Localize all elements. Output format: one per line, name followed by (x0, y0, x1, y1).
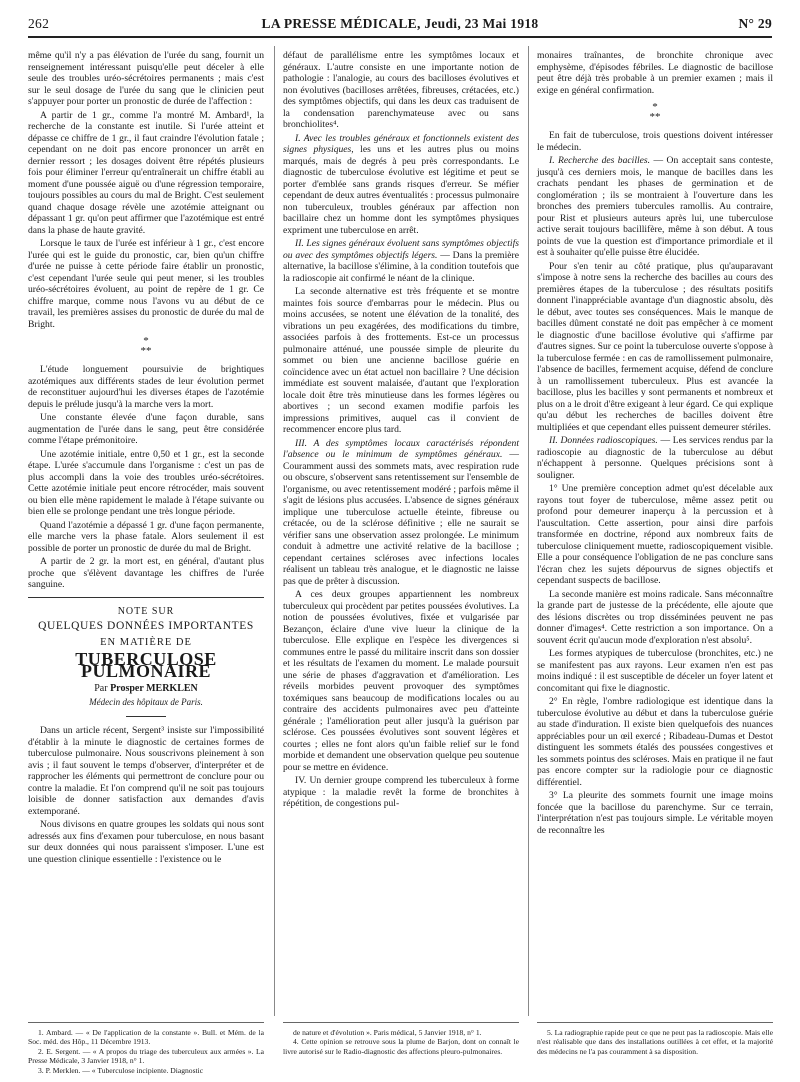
footnotes-col-3 (537, 1028, 773, 1056)
paragraph: monaires traînantes, de bronchite chronique avec emphysème, d'épisodes fébriles. Le diagnostic de bacillose peut être déjà très probable à un premier examen ; mais il exige en général confirmation. (537, 50, 773, 96)
paragraph: A partir de 2 gr. la mort est, en général, d'autant plus proche que s'élèvent davantage les chiffres de l'urée sanguine. (28, 556, 264, 590)
column-divider (528, 46, 529, 1016)
footnote: 3. P. Merklen. — « Tuberculose incipiente. Diagnostic (38, 1065, 204, 1075)
paragraph: A partir de 1 gr., comme l'a montré M. Ambard¹, la recherche de la constante est inutile. Si l'urée atteint et dépasse ce chiffre de 1 gr., il faut craindre l'évolution fatale ; cependant on ne doit pas encore prononcer un arrêt en dernier ressort ; les dosages doivent être répétés plusieurs fois pour éliminer l'erreur qu'entraînerait un chiffre établi au moment d'une poussée aiguë ou d'une régression temporaire, toujours possibles au cours du mal de Bright. C'est seulement quand chaque dosage révèle une azotémie atteignant ou dépassant 1 gr. qu'on peut affirmer que l'azotémique est entré dans la phase de haute gravité. (28, 109, 264, 236)
paragraph: Dans un article récent, Sergent³ insiste sur l'impossibilité d'établir à la minute le diagnostic de certaines formes de tuberculose pulmonaire. Nous souscrivons pleinement à son avis ; il faut souvent le temps d'observer, d'interpréter et de rapprocher les éléments qui permettront de conclure pour ou contre la maladie. Et l'on comprend qu'il ne soit pas toujours loisible de donner satisfaction aux demandes d'avis extemporané. (28, 725, 264, 817)
page-number: 262 (28, 16, 50, 31)
byline: Par Prosper MERKLEN (94, 683, 198, 694)
footnote-rule (28, 1022, 264, 1023)
paragraph: Nous divisons en quatre groupes les soldats qui nous sont adressés aux fins d'examen pour tuberculose, en nous basant sur deux données qui nous paraissent s'imposer. L'une est une question clinique essentielle : l'existence ou le (28, 819, 264, 865)
footnote-rule (283, 1022, 519, 1023)
footnote: 5. La radiographie rapide peut ce que ne peut pas la radioscopie. Mais elle n'est réalisable que dans des installations outillées à cet effet, et la majorité des médecins ne l'a pas couramment à sa disposition. (537, 1028, 773, 1056)
footnotes-col-1 (28, 1028, 264, 1075)
column-1 (28, 50, 264, 867)
paragraph: L'étude longuement poursuivie de brightiques azotémiques aux différents stades de leur évolution permet de reconstituer aujourd'hui les diverses étapes de l'azotémie depuis le prélude jusqu'à la marche vers la mort. (28, 364, 264, 410)
column-3 (537, 50, 773, 838)
paragraph: 1° Une première conception admet qu'est décelable aux rayons tout foyer de tuberculose, même assez petit ou profond pour demeurer inaperçu à la percussion et à l'auscultation. Cette assertion, pour ainsi dire parfois transformée en doctrine, répond aux nombreux faits de tuberculose cliniquement muette, radioscopiquement visible. Elle a pour conséquence l'obligation de ne pas conclure sans l'écran chez les sujets dépourvus de signes objectifs et cependant suspects de bacillose. (537, 483, 773, 586)
author-name: Prosper MERKLEN (110, 683, 198, 694)
paragraph: IV. Un dernier groupe comprend les tuberculeux à forme atypique : la maladie revêt la forme de bronchites à répétition, de congestions pul- (283, 775, 519, 809)
journal-title: LA PRESSE MÉDICALE, Jeudi, 23 Mai 1918 (261, 16, 539, 31)
paragraph: La seconde manière est moins radicale. Sans méconnaître la grande part de justesse de la précédente, elle ajoute que des lésions discrètes ou trop disséminées peuvent ne pas donner d'images⁴. Cette restriction a son importance. On a souvent écrit qu'aucun mode d'exploration n'est absolu⁵. (537, 588, 773, 646)
author-affiliation: Médecin des hôpitaux de Paris. (89, 696, 203, 707)
article-kicker: NOTE SUR (117, 605, 175, 617)
paragraph: A ces deux groupes appartiennent les nombreux tuberculeux qui procèdent par petites poussées évolutives. La notion de poussées évolutives, fixée et vulgarisée par Bezançon, éclaire d'une vive lueur la clinique de la tuberculose. Elle explique en l'espèce les divergences si communes entre le passé du militaire inscrit dans son dossier et les résultats de l'examen du moment. Le malade poursuit une série de phases d'aggravation et d'amélioration. Les réveils morbides peuvent provoquer des symptômes toxémiques sans beaucoup de modifications locales ou au contraire des accidents pulmonaires avec peu d'atteinte générale ; l'amélioration peut aller jusqu'à la guérison par sclérose. Ces poussées évolutives sont souvent légères et courtes ; elles ne font alors qu'un faible relief sur le fond morbide et demandent une observation quelque peu soutenue pour se mettre en évidence. (283, 589, 519, 773)
footnote: 2. E. Sergent. — « A propos du triage des tuberculeux aux armées ». La Presse Médicale, 3 Janvier 1918, n° 1. (28, 1046, 264, 1066)
section-separator: * ** (140, 335, 152, 357)
paragraph: Lorsque le taux de l'urée est inférieur à 1 gr., c'est encore l'urée qui est le guide du pronostic, car, bien qu'un chiffre d'urée ne puisse à cette période faire établir un pronostic, c'est cependant l'urée seule qui peut mener, si les troubles uréo-sécrétoires évoluent, au point de repère de 1 gr. Ce chiffre marque, comme nous l'avons vu au début de ce travail, les premières assises du pronostic de durée du mal de Bright. (28, 238, 264, 330)
paragraph: même qu'il n'y a pas élévation de l'urée du sang, fournit un renseignement intéressant puisqu'elle peut déceler à elle seule des troubles uréo-sécrétoires permanents ; mais c'est sur le seul dosage de l'urée du sang que le clinicien peut s'appuyer pour porter un pronostic de durée de l'affection : (28, 50, 264, 107)
paragraph: Pour s'en tenir au côté pratique, plus qu'auparavant s'impose à notre sens la recherche des bacilles au cours des premières étapes de la tuberculose ; des résultats positifs donnent l'inappréciable avantage d'un diagnostic absolu, dès le début, avec toutes ses conséquences. Mais le manque de bacilles dûment constaté ne doit pas empêcher à ce moment le diagnostic d'une bacillose évolutive qui s'affirme par d'autres signes. Sur ce point la tuberculose ouverte s'oppose à la tuberculose fermée : en cas de ramollissement pulmonaire, l'absence de bacilles, fermement acquise, défend de conclure à un ramollissement tuberculeux. Plus est avancée la bacillose, plus les bacilles y sont permanents et nombreux et plus on a le droit d'être exigeant à leur égard. Ce qui explique qu'au début les recherches de bacilles doivent être multipliées et que cependant elles puissent demeurer stériles. (537, 260, 773, 433)
footnote: 4. Cette opinion se retrouve sous la plume de Barjon, dont on connaît le livre autorisé sur le Radio-diagnostic des affections pleuro-pulmonaires. (283, 1037, 519, 1056)
paragraph: La seconde alternative est très fréquente et se montre maintes fois source d'embarras pour le médecin. Plus ou moins accusées, se notent une élévation de la tonalité, des vibrations un peu exagérées, des modifications du timbre, associées parfois à des frottements. Est-ce un processus pulmonaire atténué, une poussée simple de pleurite du sommet ou bien une ancienne bacillose guérie en coïncidence avec un état actuel non bacillaire ? Une décision immédiate est souvent malaisée, d'autant que l'exploration locale doit être très minutieuse dans les formes légères ou abortives ; un second examen modifie parfois les impressions primitives, auquel cas il convient de recommencer encore plus tard. (283, 286, 519, 435)
paragraph: I. Avec les troubles généraux et fonctionnels existent des signes physiques, les uns et les autres plus ou moins marqués, mais de degrés à peu près correspondants. Le diagnostic de tuberculose évolutive est légitime et peut se porter d'emblée sans grands risques d'erreur. Se méfier cependant de deux autres éventualités : processus pulmonaire non tuberculeux, troubles généraux par affection non bacillaire chez un homme dont les symptômes physiques expriment une tuberculose en arrêt. (283, 132, 520, 236)
footnote: de nature et d'évolution ». Paris médical, 5 Janvier 1918, n° 1. (293, 1028, 482, 1037)
footnote-rule (537, 1022, 773, 1023)
paragraph: En fait de tuberculose, trois questions doivent intéresser le médecin. (537, 130, 773, 153)
paragraph: III. A des symptômes locaux caractérisés répondent l'absence ou le minimum de symptômes généraux. — Couramment aussi des sommets mats, avec respiration rude ou obscure, s'observent sans retentissement sur l'ensemble de l'organisme, ou avec retentissement modéré ; parfois même il s'agit de lésions plus accusées. L'absence de signes généraux implique une tuberculose actuelle éteinte, fibreuse ou crétacée, ou de la sclérose définitive ; elle ne saurait se vérifier sans une observation assez prolongée. Le minimum conduit à admettre une activité relative de la bacillose ; cependant certaines scléroses avec infections locales réalisent un tableau très analogue, et le diagnostic ne laisse pas que de prêter à discussion. (283, 437, 519, 587)
paragraph: Une constante élevée d'une façon durable, sans augmentation de l'urée dans le sang, peut être considérée comme l'étape prémonitoire. (28, 412, 264, 446)
footnotes-col-2 (283, 1028, 519, 1056)
paragraph: II. Les signes généraux évoluent sans symptômes objectifs ou avec des symptômes objectifs légers. — Dans la première alternative, la bacillose s'élimine, à la condition toutefois que la radioscopie ait confirmé le néant de la clinique. (283, 238, 519, 284)
paragraph: I. Recherche des bacilles. — On acceptait sans conteste, jusqu'à ces derniers mois, le manque de bacilles dans les crachats pendant les phases de germination et de conglomération ; ils se montraient à l'ouverture dans les bronches des premiers tubercules ramollis. Au contraire, pour Rist et plusieurs auteurs après lui, une tuberculose active serait toujours bacillifère, même à son début. A tous points de vue la question est d'importance primordiale et il est à souhaiter qu'elle puisse être élucidée. (537, 155, 773, 258)
article-title: TUBERCULOSE PULMONAIRE (75, 649, 217, 681)
paragraph: défaut de parallélisme entre les symptômes locaux et généraux. L'autre consiste en une importante notion de pathologie : l'analogie, au cours des bacilloses évolutives et non évolutives (bacilloses arrêtées, fibreuses, crétacées, etc.) des symptômes objectifs, qui dans les deux cas traduisent de la condensation parenchymateuse avec ou sans bronchiolites⁴. (283, 50, 519, 130)
column-divider (274, 46, 275, 1016)
paragraph: 2° En règle, l'ombre radiologique est identique dans la tuberculose évolutive au début et dans la tuberculose guérie au stade d'induration. Il existe bien quelquefois des nuances appréciables pour un œil exercé ; Ribadeau-Dumas et Destot distinguent les sommets étalés des poussées congestives et les sommets pointus des scléroses. Mais en pratique il ne faut pas encore compter sur la radiologie pour ce diagnostic différentiel. (537, 696, 773, 788)
footnote: 1. Ambard. — « De l'application de la constante ». Bull. et Mém. de la Soc. méd. des Hôp., 11 Décembre 1913. (28, 1028, 264, 1047)
article-subtitle-2: EN MATIÈRE DE (100, 636, 192, 648)
paragraph: Les formes atypiques de tuberculose (bronchites, etc.) ne se manifestent pas aux rayons. Leur examen n'en est pas moins indiqué : il est susceptible de déceler un foyer latent et concomitant qui fixe le diagnostic. (537, 648, 773, 694)
short-rule (126, 716, 166, 717)
column-2 (283, 50, 519, 812)
article-subtitle: QUELQUES DONNÉES IMPORTANTES (38, 620, 254, 632)
article-rule (28, 597, 264, 598)
running-header (28, 14, 772, 38)
section-separator: * ** (649, 101, 661, 123)
paragraph: 3° La pleurite des sommets fournit une image moins foncée que la bacillose du parenchyme. Sur ce terrain, l'interprétation n'est pas toujours simple. Le véritable moyen de reconnaître les (537, 790, 773, 836)
issue-number: N° 29 (738, 16, 772, 31)
paragraph: Une azotémie initiale, entre 0,50 et 1 gr., est la seconde étape. L'urée s'accumule dans l'organisme : c'est un pas de plus accompli dans la voie des troubles uréo-sécrétoires. Cette azotémie initiale peut encore rétrocéder, mais souvent ou bien elle mène rapidement le malade à l'étape suivante ou bien elle se prolonge pendant une très longue période. (28, 448, 264, 517)
paragraph: Quand l'azotémie a dépassé 1 gr. d'une façon permanente, elle marche vers la phase fatale. Alors seulement il est possible de porter un pronostic de durée du mal de Bright. (28, 519, 264, 554)
paragraph: II. Données radioscopiques. — Les services rendus par la radioscopie au diagnostic de la tuberculose au début n'échappent à personne. Quelques précisions sont à souligner. (537, 435, 773, 481)
